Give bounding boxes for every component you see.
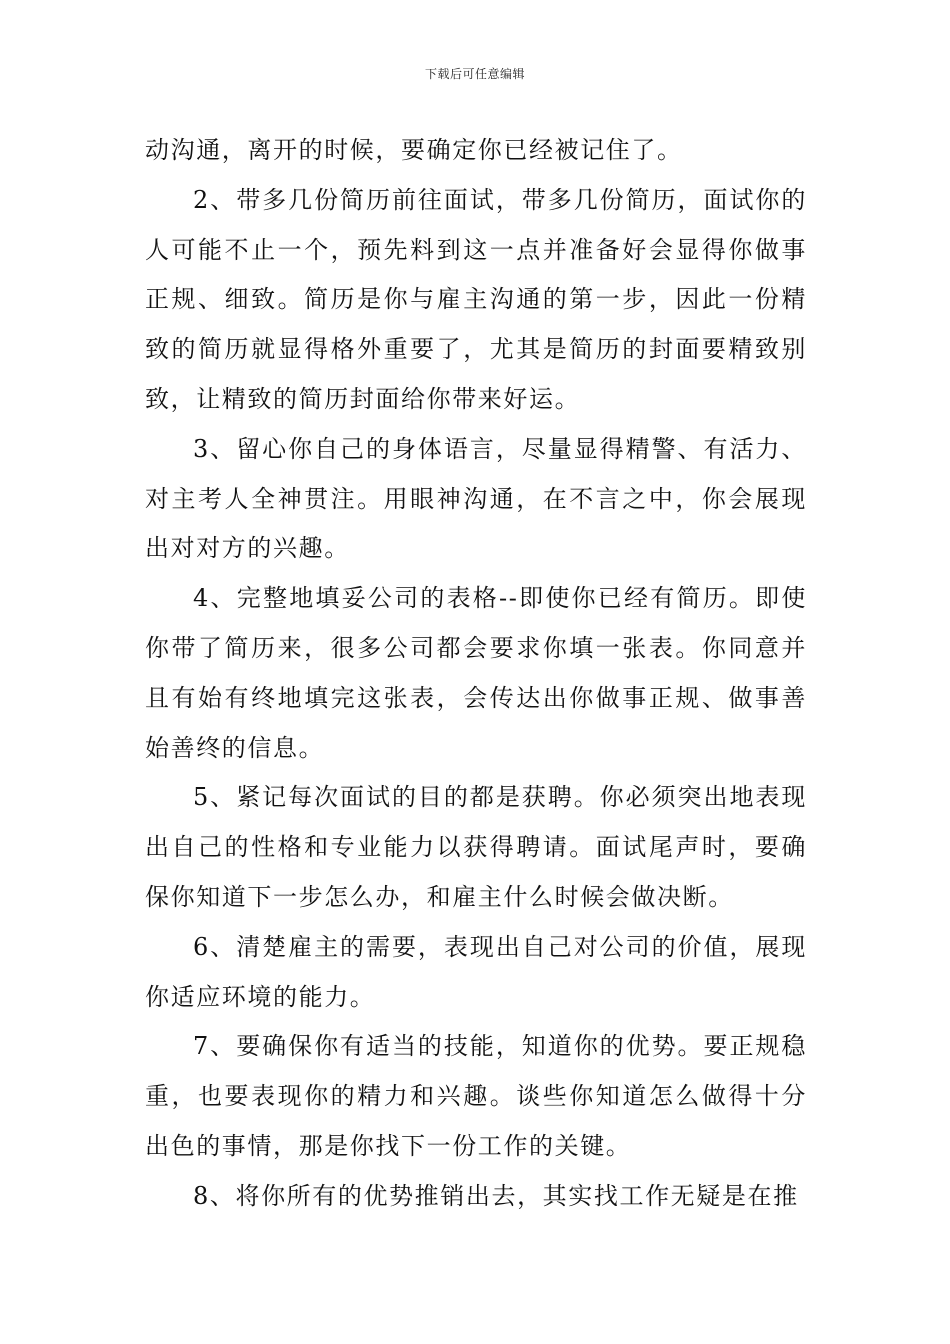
paragraph-item-5: 5、紧记每次面试的目的都是获聘。你必须突出地表现出自己的性格和专业能力以获得聘请。面试尾声时，要确保你知道下一步怎么办，和雇主什么时候会做决断。 bbox=[145, 783, 807, 911]
paragraph-item-2: 2、带多几份简历前往面试，带多几份简历，面试你的人可能不止一个，预先料到这一点并准备好会显得你做事正规、细致。简历是你与雇主沟通的第一步，因此一份精致的简历就显得格外重要了，尤其是简历的封面要精致别致，让精致的简历封面给你带来好运。 bbox=[145, 185, 807, 413]
paragraph-item-4: 4、完整地填妥公司的表格--即使你已经有简历。即使你带了简历来，很多公司都会要求你填一张表。你同意并且有始有终地填完这张表，会传达出你做事正规、做事善始善终的信息。 bbox=[145, 584, 807, 762]
document-body bbox=[145, 126, 807, 1222]
paragraph-item-7: 7、要确保你有适当的技能，知道你的优势。要正规稳重，也要表现你的精力和兴趣。谈些你知道怎么做得十分出色的事情，那是你找下一份工作的关键。 bbox=[145, 1032, 807, 1160]
paragraph-item-3: 3、留心你自己的身体语言，尽量显得精警、有活力、对主考人全神贯注。用眼神沟通，在不言之中，你会展现出对对方的兴趣。 bbox=[145, 434, 807, 563]
page-header-note: 下载后可任意编辑 bbox=[424, 67, 525, 81]
paragraph-item-6: 6、清楚雇主的需要，表现出自己对公司的价值，展现你适应环境的能力。 bbox=[145, 932, 807, 1011]
paragraph-item-8: 8、将你所有的优势推销出去，其实找工作无疑是在推 bbox=[193, 1181, 799, 1210]
paragraph-continuation: 动沟通，离开的时候，要确定你已经被记住了。 bbox=[145, 136, 683, 164]
